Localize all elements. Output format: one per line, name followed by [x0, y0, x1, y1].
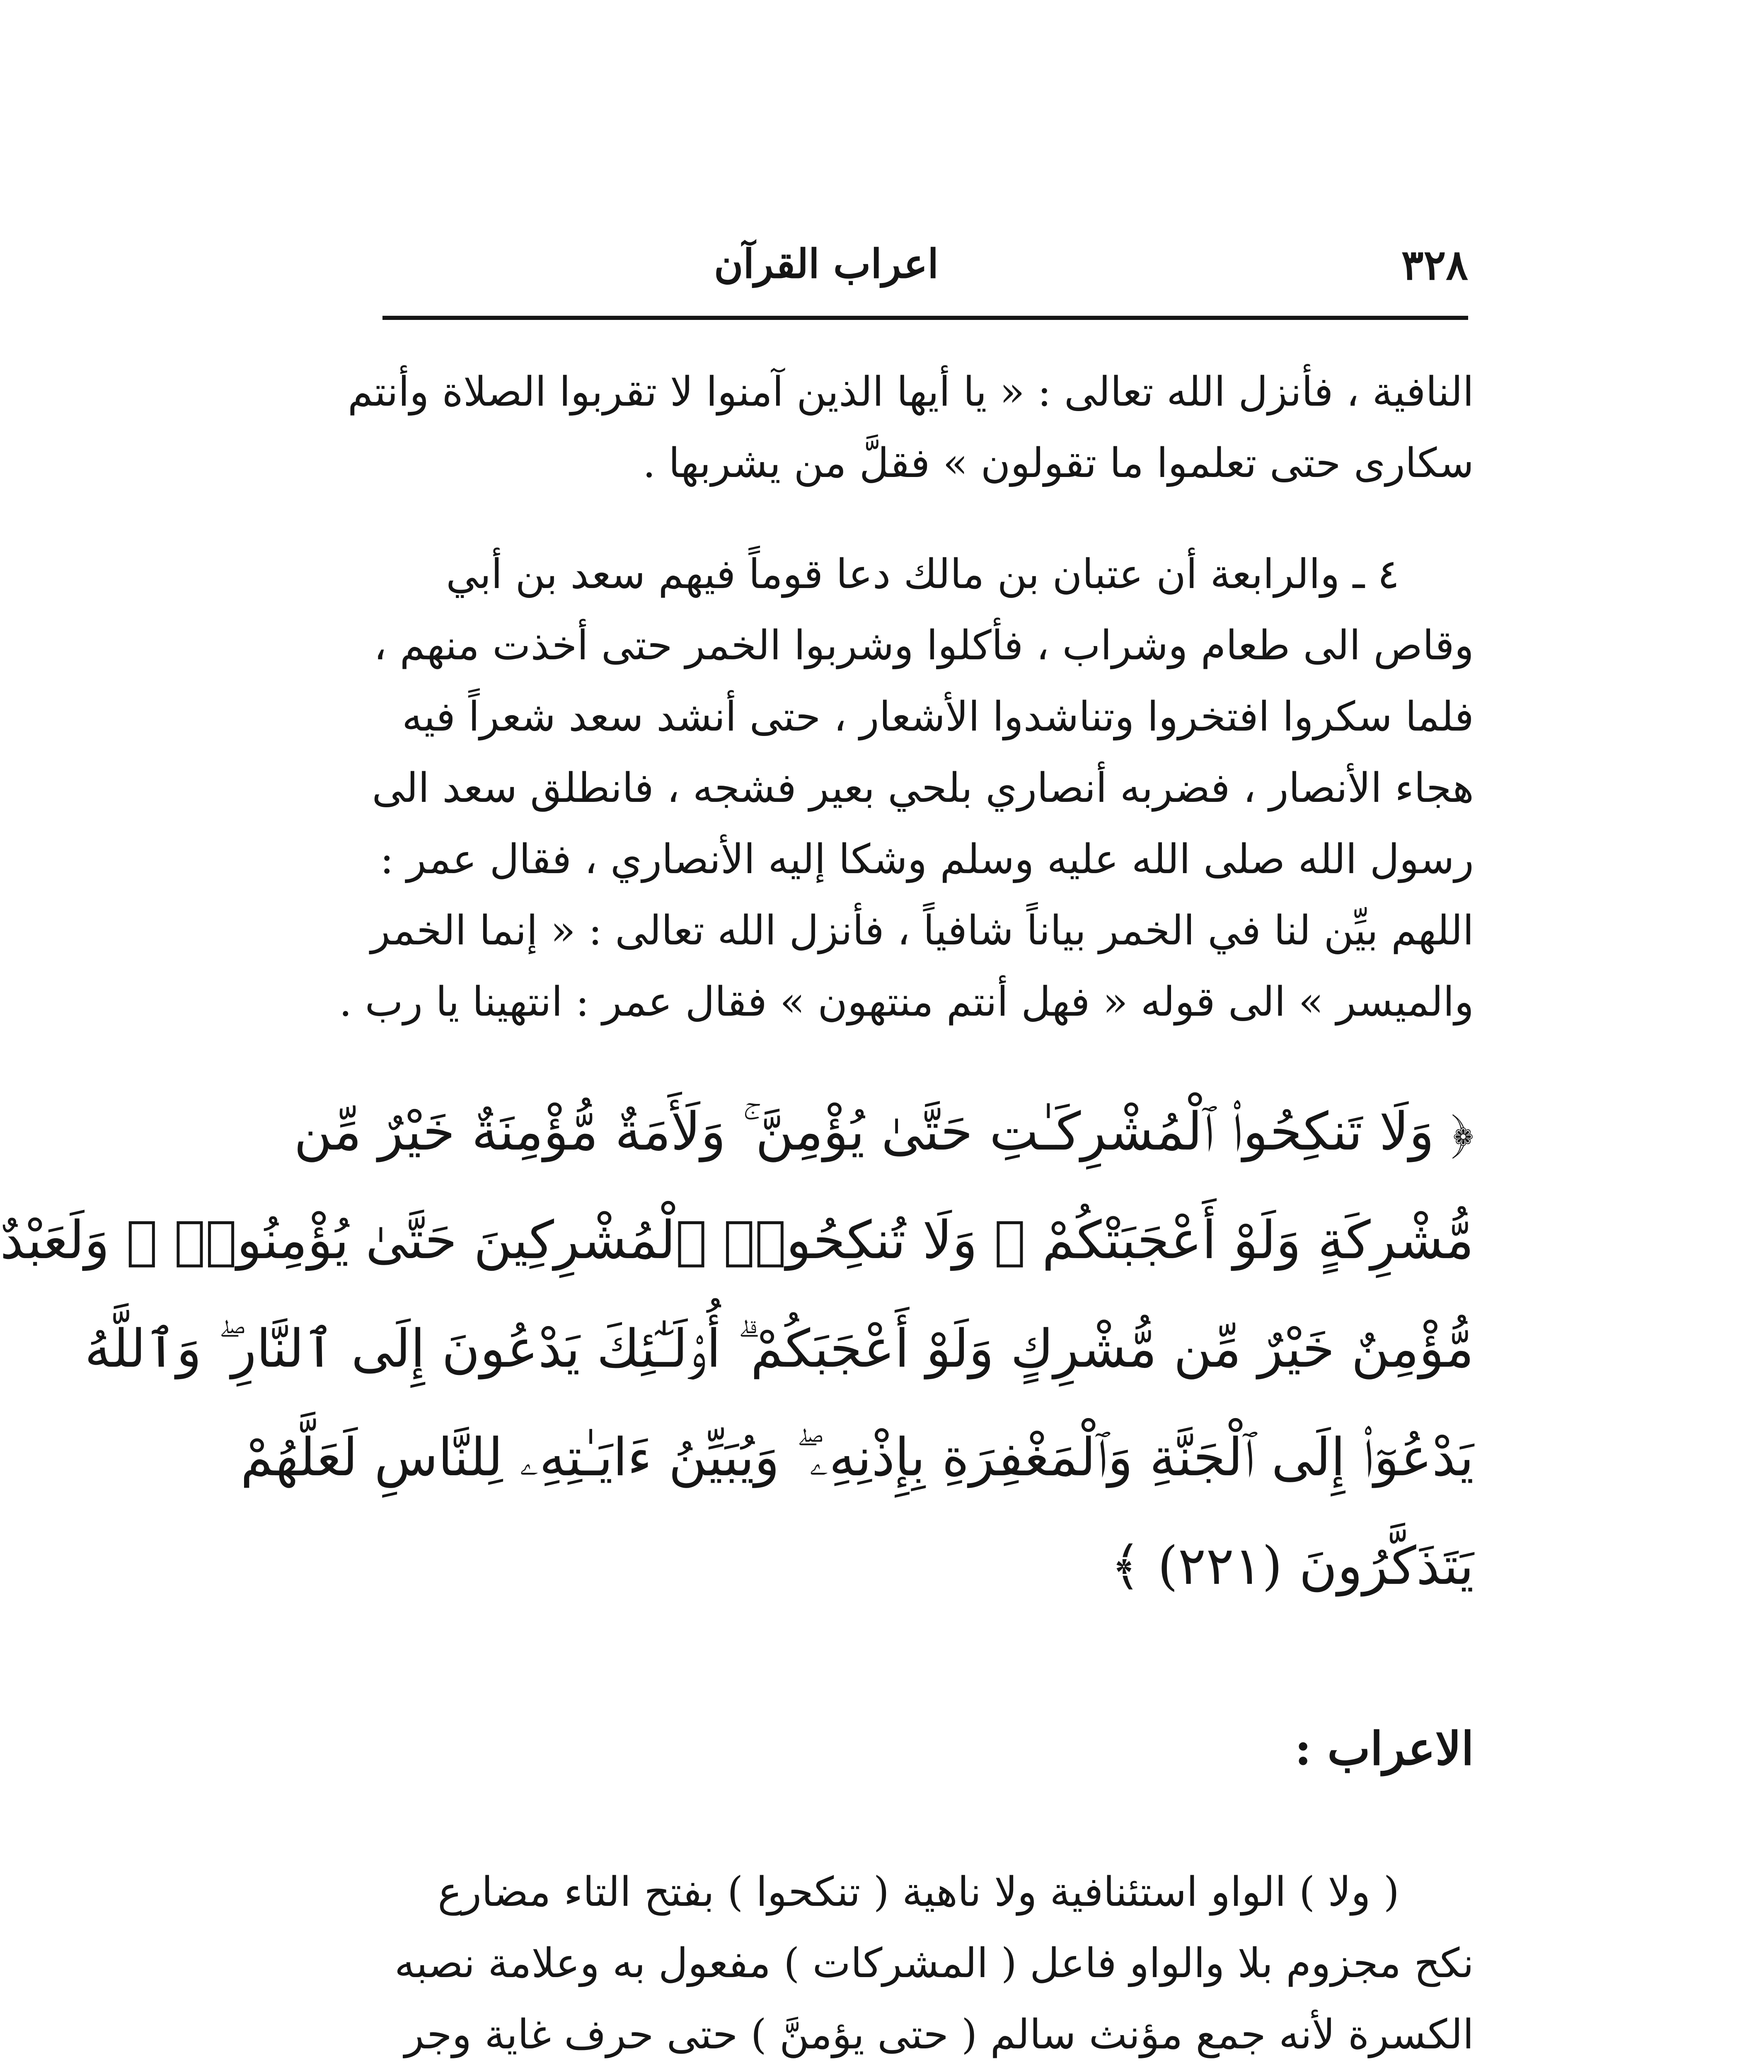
text-line: رسول الله صلى الله عليه وسلم وشكا إليه الأنصاري ، فقال عمر :	[380, 836, 1474, 883]
text-line: سكارى حتى تعلموا ما تقولون » فقلَّ من يشربها .	[642, 440, 1474, 487]
text-line: وقاص الى طعام وشراب ، فأكلوا وشربوا الخمر حتى أخذت منهم ،	[373, 622, 1474, 669]
verse-line: ﴿ وَلَا تَنكِحُوا۟ ٱلْمُشْرِكَـٰتِ حَتَّىٰ يُؤْمِنَّ ۚ وَلَأَمَةٌ مُّؤْمِنَةٌ خَيْرٌ مِّن	[294, 1101, 1474, 1162]
text-line: هجاء الأنصار ، فضربه أنصاري بلحي بعير فشجه ، فانطلق سعد الى	[372, 765, 1474, 812]
irab-heading: الاعراب :	[1295, 1722, 1474, 1775]
paragraph-fourth-reason	[339, 539, 1474, 1038]
irab-paragraph	[355, 1857, 1474, 2070]
text-line: ٤ ـ والرابعة أن عتبان بن مالك دعا قوماً فيهم سعد بن أبي	[446, 551, 1399, 598]
verse-line: مُّشْرِكَةٍ وَلَوْ أَعْجَبَتْكُمْ ۗ وَلَا تُنكِحُوا۟ ٱلْمُشْرِكِينَ حَتَّىٰ يُؤْمِنُوا۟ ۚ وَلَعَبْدٌ	[0, 1210, 1474, 1271]
verse-line: يَتَذَكَّرُونَ (٢٢١) ﴾	[1110, 1535, 1474, 1596]
text-line: فلما سكروا افتخروا وتناشدوا الأشعار ، حتى أنشد سعد شعراً فيه	[402, 693, 1474, 741]
paragraph-continuation	[347, 356, 1474, 499]
book-title: اعراب القرآن	[714, 240, 939, 287]
verse-line: يَدْعُوٓا۟ إِلَى ٱلْجَنَّةِ وَٱلْمَغْفِرَةِ بِإِذْنِهِۦ ۖ وَيُبَيِّنُ ءَايَـٰتِهِۦ لِلنَّاسِ لَعَلَّهُمْ	[240, 1427, 1474, 1488]
text-line: والميسر » الى قوله « فهل أنتم منتهون » فقال عمر : انتهينا يا رب .	[339, 978, 1474, 1026]
header-divider	[382, 316, 1468, 320]
quran-verse	[0, 1077, 1474, 1620]
page-number: ٣٢٨	[1401, 240, 1468, 289]
running-header	[382, 224, 1468, 307]
text-line: النافية ، فأنزل الله تعالى : « يا أيها الذين آمنوا لا تقربوا الصلاة وأنتم	[347, 368, 1474, 416]
text-line: الكسرة لأنه جمع مؤنث سالم ( حتى يؤمنَّ ) حتى حرف غاية وجر	[404, 2011, 1474, 2058]
text-line: اللهم بيِّن لنا في الخمر بياناً شافياً ، فأنزل الله تعالى : « إنما الخمر	[370, 907, 1474, 954]
verse-line: مُّؤْمِنٌ خَيْرٌ مِّن مُّشْرِكٍ وَلَوْ أَعْجَبَكُمْ ۗ أُو۟لَـٰٓئِكَ يَدْعُونَ إِلَى ٱلنَّارِ ۖ وَٱللَّهُ	[85, 1318, 1474, 1379]
text-line: نكح مجزوم بلا والواو فاعل ( المشركات ) مفعول به وعلامة نصبه	[394, 1940, 1474, 1987]
text-line: ( ولا ) الواو استئنافية ولا ناهية ( تنكحوا ) بفتح التاء مضارع	[438, 1869, 1399, 1916]
